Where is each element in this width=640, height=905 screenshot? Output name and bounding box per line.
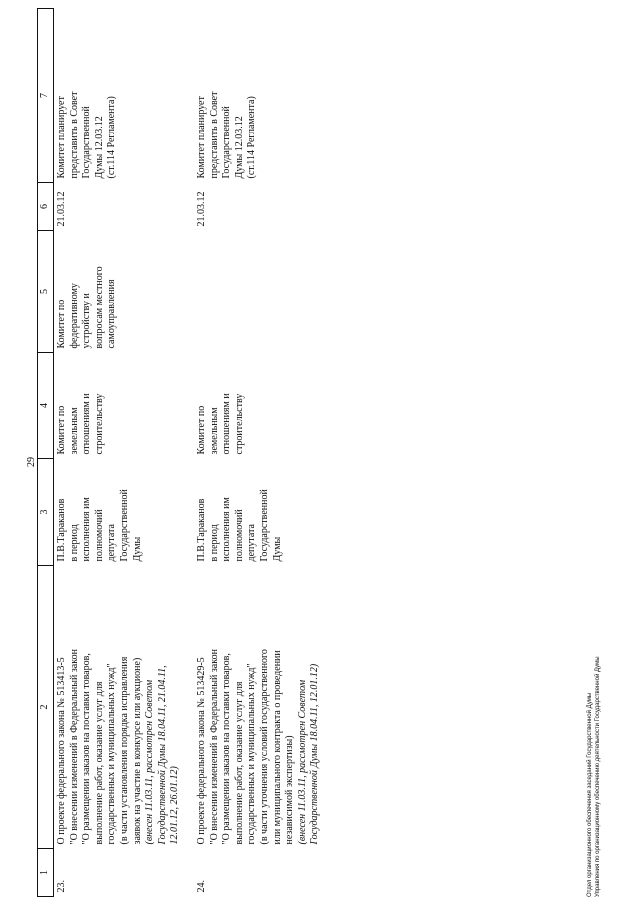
- plan-line: Комитет планирует: [195, 96, 207, 179]
- author-line: Государственной: [118, 489, 130, 562]
- plan-line: Государственной: [221, 106, 233, 179]
- plan-line: Думы 12.03.12: [233, 116, 245, 179]
- plan-line: представить в Совет: [68, 91, 80, 179]
- committee-line: отношениям и: [221, 393, 233, 455]
- page-number: 29: [26, 457, 37, 467]
- author-cell: [182, 459, 322, 566]
- bill-note-line: (внесен 11.03.11, рассмотрен Советом: [296, 679, 308, 845]
- bill-note-line: 12.01.12, 26.01.12): [169, 766, 181, 845]
- row-number: 24.: [195, 880, 207, 893]
- committee-line: Комитет по: [56, 405, 67, 455]
- bill-note-line: Государственной Думы 18.04.11, 21.04.11,: [156, 665, 168, 845]
- bill-title-cell: [182, 566, 322, 849]
- table-row: [182, 9, 322, 897]
- column-header: 5: [38, 231, 54, 353]
- column-header: 4: [38, 353, 54, 459]
- bill-title-line: (в части установления порядка исправления: [118, 656, 130, 845]
- co-committee-line: федеративному: [68, 283, 80, 349]
- co-committee-line: самоуправления: [106, 279, 118, 349]
- bill-title-line: заявок на участие в конкурсе или аукционе): [131, 657, 143, 845]
- author-line: исполнения им: [81, 497, 93, 562]
- committee-cell: [182, 353, 322, 459]
- author-line: в период: [68, 524, 80, 562]
- bill-note-line: Государственной Думы 18.04.11, 12.01.12): [309, 663, 321, 845]
- plan-cell: [54, 9, 182, 183]
- plan-line: (ст.114 Регламента): [246, 96, 258, 179]
- author-line: Думы: [271, 536, 283, 562]
- bill-title-line: независимой экспертизы): [284, 735, 296, 845]
- bill-title-line: (в части уточнения условий государственного: [258, 649, 270, 845]
- author-line: в период: [208, 524, 220, 562]
- committee-line: строительству: [233, 393, 245, 455]
- bill-title-line: "О размещении заказов на поставки товаров,: [81, 653, 93, 845]
- co-committee-line: Комитет по: [56, 299, 67, 349]
- bill-title-cell: [54, 566, 182, 849]
- co-committee-cell: [54, 231, 182, 353]
- bill-title-line: выполнение работ, оказание услуг для: [233, 681, 245, 845]
- author-line: П.В.Тараканов: [195, 498, 207, 562]
- column-header: 7: [38, 9, 54, 183]
- author-line: депутата: [246, 524, 258, 562]
- footer-line: Отдел организационного обеспечения заседаний Государственной Думы: [587, 692, 593, 897]
- co-committee-line: устройству и: [81, 293, 93, 349]
- author-line: депутата: [106, 524, 118, 562]
- committee-line: строительству: [93, 393, 105, 455]
- plan-line: (ст.114 Регламента): [106, 96, 118, 179]
- committee-line: отношениям и: [81, 393, 93, 455]
- bills-table: [37, 8, 322, 897]
- table-row: [54, 9, 182, 897]
- row-number: 23.: [56, 880, 67, 893]
- date-cell: 21.03.12: [56, 191, 67, 227]
- bill-title-line: О проекте федерального закона № 513413-5: [56, 657, 67, 845]
- author-cell: [54, 459, 182, 566]
- author-line: П.В.Тараканов: [56, 498, 67, 562]
- author-line: Государственной: [258, 489, 270, 562]
- committee-line: земельным: [208, 407, 220, 455]
- column-header: 1: [38, 849, 54, 897]
- bill-title-line: или муниципального контракта о проведении: [271, 650, 283, 845]
- bill-title-line: выполнение работ, оказание услуг для: [93, 681, 105, 845]
- plan-cell: [182, 9, 322, 183]
- committee-line: земельным: [68, 407, 80, 455]
- column-header: 3: [38, 459, 54, 566]
- bill-title-line: государственных и муниципальных нужд": [246, 663, 258, 845]
- co-committee-line: вопросам местного: [93, 266, 105, 349]
- author-line: полномочий: [233, 509, 245, 562]
- bill-title-line: государственных и муниципальных нужд": [106, 663, 118, 845]
- bill-title-line: "О внесении изменений в Федеральный закон: [208, 649, 220, 845]
- plan-line: Государственной: [81, 106, 93, 179]
- author-line: исполнения им: [221, 497, 233, 562]
- plan-line: Комитет планирует: [56, 96, 67, 179]
- bill-title-line: О проекте федерального закона № 513429-5: [195, 657, 207, 845]
- committee-cell: [54, 353, 182, 459]
- column-header: 6: [38, 183, 54, 231]
- column-header-row: [38, 9, 54, 897]
- co-committee-cell: [182, 231, 322, 353]
- page-footer: [586, 656, 602, 897]
- author-line: Думы: [131, 536, 143, 562]
- author-line: полномочий: [93, 509, 105, 562]
- plan-line: представить в Совет: [208, 91, 220, 179]
- bill-title-line: "О внесении изменений в Федеральный закон: [68, 649, 80, 845]
- footer-line: Управления по организационному обеспечению деятельности Государственной Думы: [595, 656, 601, 897]
- plan-line: Думы 12.03.12: [93, 116, 105, 179]
- committee-line: Комитет по: [195, 405, 207, 455]
- column-header: 2: [38, 566, 54, 849]
- bill-note-line: (внесен 11.03.11, рассмотрен Советом: [144, 679, 156, 845]
- date-cell: 21.03.12: [195, 191, 207, 227]
- bill-title-line: "О размещении заказов на поставки товаров,: [221, 653, 233, 845]
